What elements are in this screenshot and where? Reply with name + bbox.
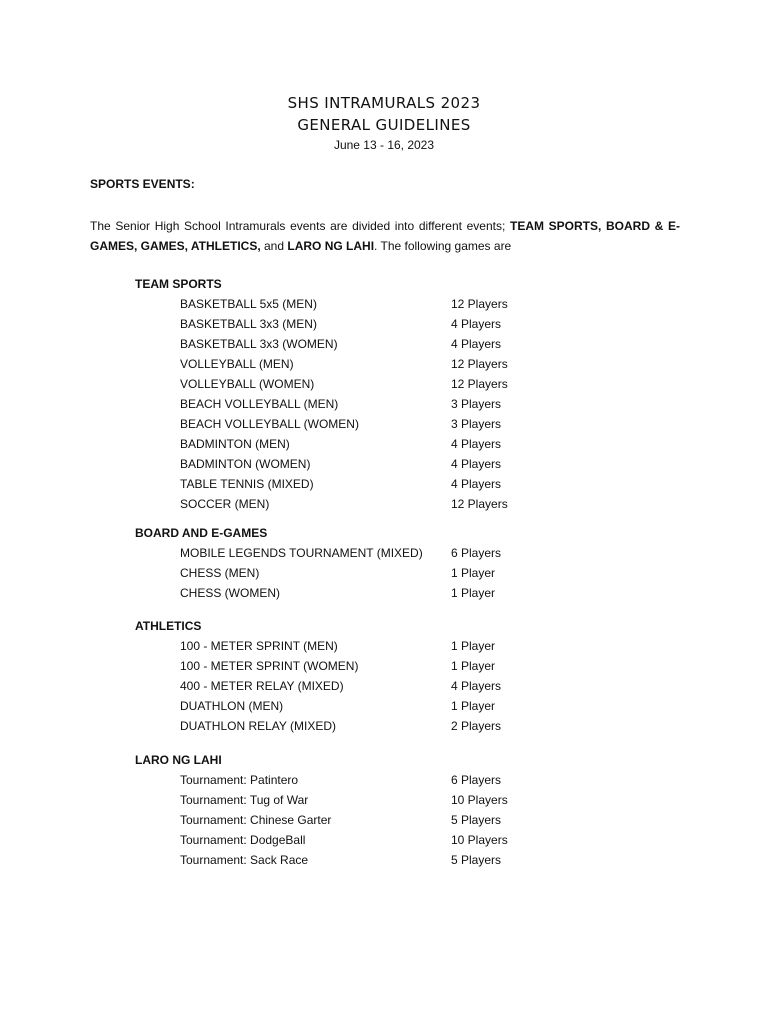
player-count: 12 Players [451,297,508,311]
event-row [180,830,540,850]
event-name: Tournament: Tug of War [180,793,309,807]
event-name: DUATHLON (MEN) [180,699,284,713]
player-count: 10 Players [451,793,508,807]
event-name: CHESS (MEN) [180,566,260,580]
player-count: 1 Player [451,639,496,653]
event-row [180,543,540,563]
event-row [180,374,540,394]
event-row [180,314,540,334]
event-name: MOBILE LEGENDS TOURNAMENT (MIXED) [180,546,423,560]
player-count: 12 Players [451,377,508,391]
player-count: 3 Players [451,417,502,431]
event-row [180,474,540,494]
player-count: 12 Players [451,357,508,371]
event-row [180,810,540,830]
intro-text-b: and [260,239,288,253]
player-count: 1 Player [451,699,496,713]
event-name: BADMINTON (WOMEN) [180,457,311,471]
event-row [180,434,540,454]
event-row [180,656,540,676]
event-row [180,414,540,434]
document-subtitle: GENERAL GUIDELINES [297,116,471,134]
event-name: SOCCER (MEN) [180,497,270,511]
player-count: 4 Players [451,457,502,471]
sports-events-heading: SPORTS EVENTS: [90,177,195,191]
event-row [180,636,540,656]
event-name: Tournament: Sack Race [180,853,309,867]
player-count: 10 Players [451,833,508,847]
category-heading: BOARD AND E-GAMES [135,526,268,540]
intro-paragraph [90,216,680,256]
event-name: CHESS (WOMEN) [180,586,280,600]
event-row [180,334,540,354]
event-name: Tournament: Chinese Garter [180,813,332,827]
event-date: June 13 - 16, 2023 [333,138,435,152]
event-row [180,394,540,414]
event-name: 400 - METER RELAY (MIXED) [180,679,344,693]
event-row [180,563,540,583]
event-name: BEACH VOLLEYBALL (MEN) [180,397,339,411]
event-name: 100 - METER SPRINT (WOMEN) [180,659,359,673]
player-count: 4 Players [451,679,502,693]
event-row [180,583,540,603]
player-count: 5 Players [451,813,502,827]
player-count: 4 Players [451,337,502,351]
event-name: BEACH VOLLEYBALL (WOMEN) [180,417,359,431]
event-name: DUATHLON RELAY (MIXED) [180,719,337,733]
event-name: 100 - METER SPRINT (MEN) [180,639,338,653]
event-row [180,676,540,696]
player-count: 5 Players [451,853,502,867]
category-heading: TEAM SPORTS [135,277,222,291]
player-count: 2 Players [451,719,502,733]
player-count: 1 Player [451,586,496,600]
category-heading: ATHLETICS [135,619,202,633]
category-heading: LARO NG LAHI [135,753,222,767]
event-row [180,294,540,314]
event-row [180,354,540,374]
player-count: 6 Players [451,546,502,560]
player-count: 12 Players [451,497,508,511]
event-name: TABLE TENNIS (MIXED) [180,477,314,491]
event-row [180,494,540,514]
event-row [180,454,540,474]
event-row [180,716,540,736]
event-name: BASKETBALL 5x5 (MEN) [180,297,317,311]
event-row [180,770,540,790]
event-name: BASKETBALL 3x3 (MEN) [180,317,317,331]
player-count: 6 Players [451,773,502,787]
event-name: Tournament: DodgeBall [180,833,306,847]
player-count: 3 Players [451,397,502,411]
event-name: BADMINTON (MEN) [180,437,290,451]
intro-text-c: . The following games are [374,239,512,253]
event-name: VOLLEYBALL (WOMEN) [180,377,315,391]
event-row [180,850,540,870]
intro-bold-last: LARO NG LAHI [287,239,375,253]
player-count: 1 Player [451,659,496,673]
event-name: BASKETBALL 3x3 (WOMEN) [180,337,338,351]
document-title: SHS INTRAMURALS 2023 [287,94,481,112]
player-count: 4 Players [451,437,502,451]
event-name: VOLLEYBALL (MEN) [180,357,294,371]
event-row [180,696,540,716]
player-count: 4 Players [451,317,502,331]
event-row [180,790,540,810]
player-count: 1 Player [451,566,496,580]
intro-text-a: The Senior High School Intramurals events are divided into different events; [90,219,510,233]
event-name: Tournament: Patintero [180,773,299,787]
player-count: 4 Players [451,477,502,491]
intro-bold-list: TEAM SPORTS, BOARD & E-GAMES, GAMES, ATHLETICS, [90,219,681,253]
